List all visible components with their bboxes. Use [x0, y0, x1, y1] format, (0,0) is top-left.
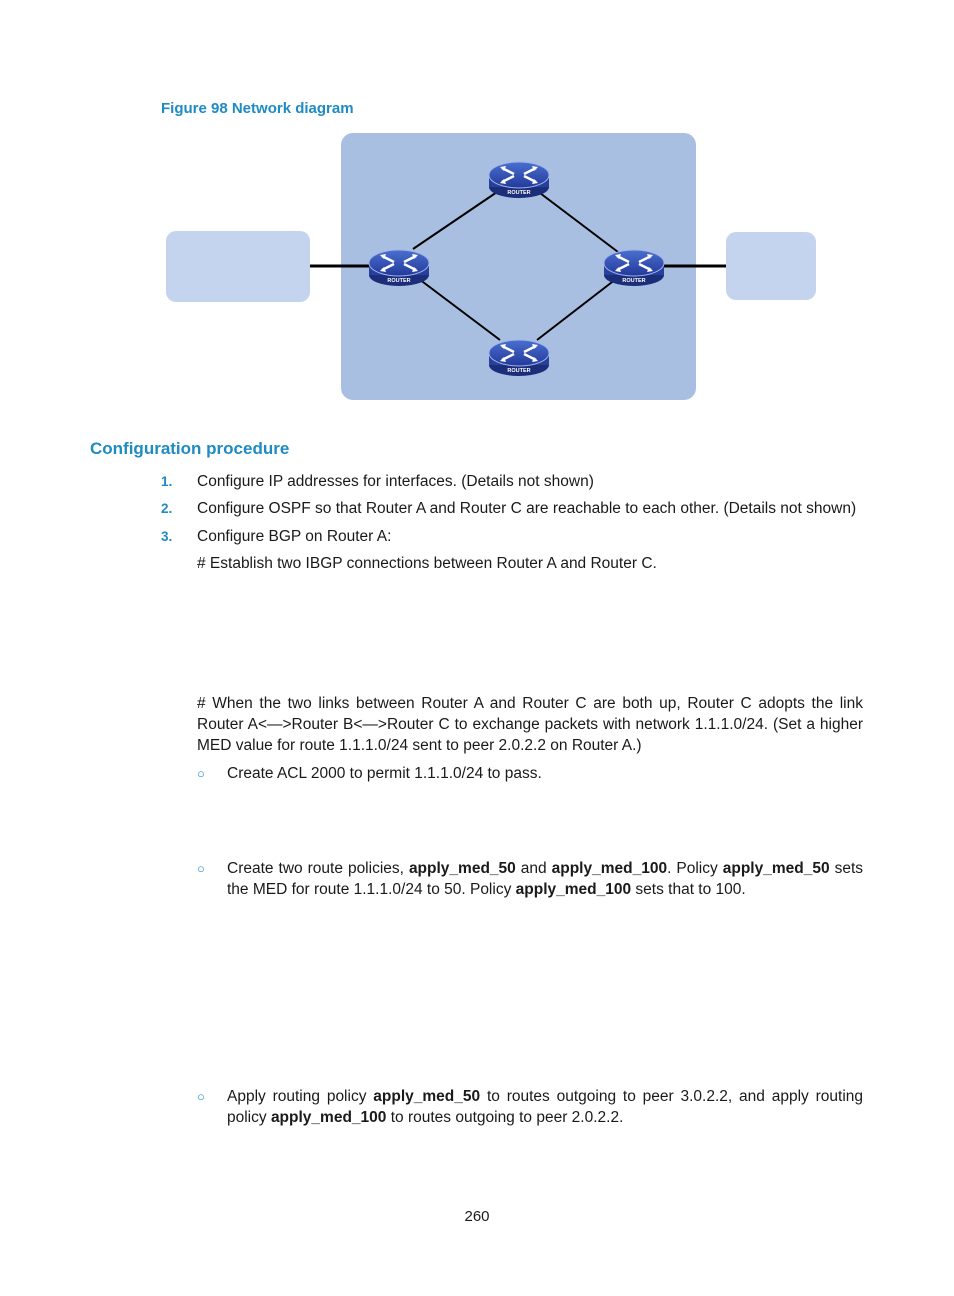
- router-label: ROUTER: [622, 278, 646, 284]
- policy-name: apply_med_50: [408, 860, 516, 877]
- router-label: ROUTER: [507, 190, 531, 196]
- policy-name: apply_med_50: [373, 1088, 481, 1105]
- page-number: 260: [464, 1208, 490, 1225]
- figure-caption: Figure 98 Network diagram: [161, 100, 354, 117]
- substep-text: Create ACL 2000 to permit 1.1.1.0/24 to pass.: [227, 765, 542, 782]
- substep-text: Apply routing policy apply_med_50 to routes outgoing to peer 3.0.2.2, and apply routing policy apply_med_100 to routes outgoing to peer 2.0.2.2.: [227, 1088, 864, 1126]
- router-c-icon: [604, 250, 664, 286]
- step-number: 2.: [161, 501, 173, 516]
- bullet-icon: ○: [197, 1089, 205, 1104]
- policy-name: apply_med_100: [551, 860, 668, 877]
- policy-name: apply_med_50: [722, 860, 830, 877]
- right-network-box: [726, 232, 816, 300]
- bullet-icon: ○: [197, 861, 205, 876]
- note-ibgp: # Establish two IBGP connections between Router A and Router C.: [197, 555, 657, 572]
- router-label: ROUTER: [507, 368, 531, 374]
- router-a-icon: [369, 250, 429, 286]
- network-diagram: [160, 128, 820, 403]
- policy-name: apply_med_100: [515, 881, 632, 898]
- note-med: # When the two links between Router A and Router C are both up, Router C adopts the link Router A<—>Router B<—>Router C to exchange packets with network 1.1.1.0/24. (Set a higher MED value for route 1.1.1.0/24 sent to peer 2.0.2.2 on Router A.): [197, 695, 863, 754]
- step-number: 3.: [161, 529, 173, 544]
- step-text: Configure IP addresses for interfaces. (Details not shown): [197, 473, 594, 490]
- left-network-box: [166, 231, 310, 302]
- router-d-icon: [489, 340, 549, 376]
- router-b-icon: [489, 162, 549, 198]
- bullet-icon: ○: [197, 766, 205, 781]
- policy-name: apply_med_100: [270, 1109, 387, 1126]
- step-text: Configure OSPF so that Router A and Router C are reachable to each other. (Details not shown): [197, 500, 857, 517]
- section-title: Configuration procedure: [90, 439, 290, 458]
- step-text: Configure BGP on Router A:: [197, 528, 392, 545]
- substep-text: Create two route policies, apply_med_50 and apply_med_100. Policy apply_med_50 sets the MED for route 1.1.1.0/24 to 50. Policy apply_med_100 sets that to 100.: [227, 860, 863, 898]
- router-label: ROUTER: [387, 278, 411, 284]
- step-number: 1.: [161, 474, 173, 489]
